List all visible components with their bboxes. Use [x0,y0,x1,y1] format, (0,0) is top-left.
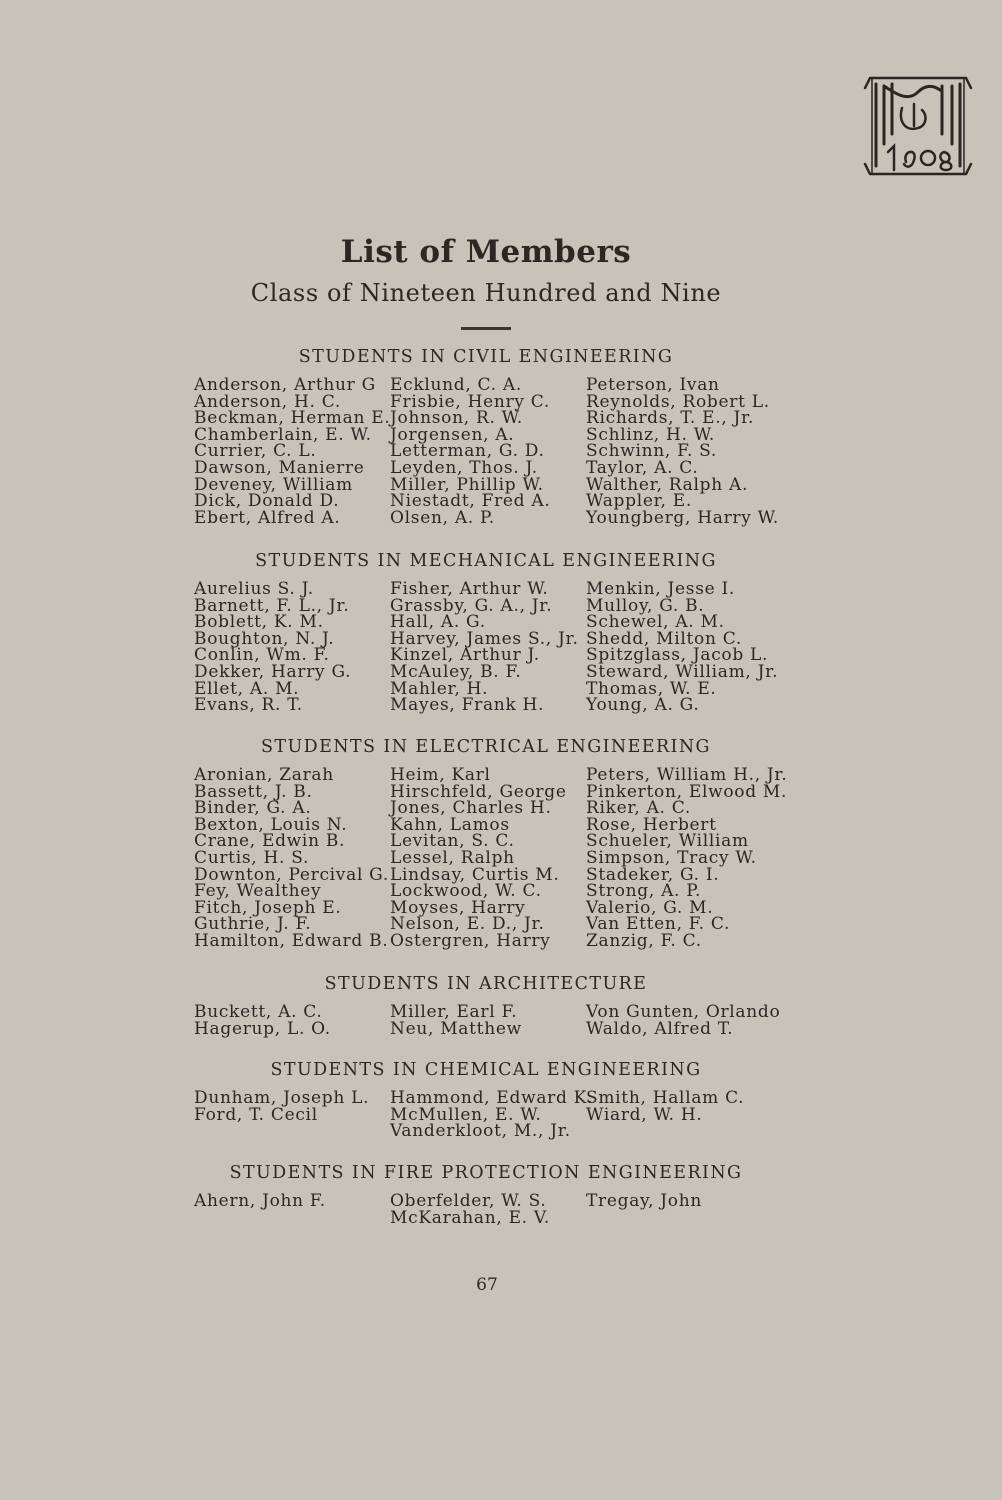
member-column-1 [194,1193,326,1210]
member-name: Currier, C. L. [194,441,317,462]
member-name: Aurelius S. J. [194,579,314,599]
member-name: Johnson, R. W. [390,408,523,429]
member-name: Mayes, Frank H. [390,695,545,716]
member-name: Beckman, Herman E. [194,408,391,429]
member-name: Tregay, John [586,1191,703,1211]
member-name: Anderson, Arthur G [194,375,376,395]
member-name: Harvey, James S., Jr. [390,628,579,649]
member-name: Ford, T. Cecil [194,1104,318,1125]
member-name: Menkin, Jesse I. [586,579,736,599]
member-column-3 [586,581,778,714]
member-name: Wiard, W. H. [586,1104,703,1125]
member-name: Frisbie, Henry C. [390,391,550,412]
page-number: 67 [476,1275,498,1295]
member-name: Hall, A. G. [390,612,486,633]
member-name: Lessel, Ralph [390,847,515,868]
member-name: Mahler, H. [390,678,489,699]
member-name: Schueler, William [586,831,749,852]
member-name: Guthrie, J. F. [194,914,312,935]
member-name: Dunham, Joseph L. [194,1088,370,1108]
member-name: Fey, Wealthey [194,881,322,902]
member-name: Simpson, Tracy W. [586,847,757,868]
member-name: Curtis, H. S. [194,847,310,868]
title-divider [461,327,511,330]
member-name: Jones, Charles H. [390,798,552,819]
member-column-3 [586,377,779,526]
member-name: Miller, Earl F. [390,1002,518,1022]
member-name: Waldo, Alfred T. [586,1018,734,1039]
member-name: Crane, Edwin B. [194,831,346,852]
member-name: Ellet, A. M. [194,678,300,699]
member-column-1 [194,1090,369,1123]
member-name: Steward, William, Jr. [586,661,779,682]
member-name: Riker, A. C. [586,798,691,819]
member-name: Neu, Matthew [390,1018,522,1039]
member-column-2 [390,377,550,526]
member-name: Strong, A. P. [586,881,702,902]
member-name: Richards, T. E., Jr. [586,408,755,429]
member-column-3 [586,1193,702,1210]
member-name: Hammond, Edward K. [390,1088,594,1108]
yearbook-emblem-logo [862,74,974,178]
member-name: Chamberlain, E. W. [194,424,372,445]
member-name: Aronian, Zarah [194,765,334,785]
member-name: Von Gunten, Orlando [586,1002,781,1022]
member-name: Spitzglass, Jacob L. [586,645,769,666]
member-column-2 [390,1193,550,1226]
member-name: Fitch, Joseph E. [194,897,342,918]
member-name: Van Etten, F. C. [586,914,731,935]
member-name: Youngberg, Harry W. [586,507,779,528]
member-name: Downton, Percival G. [194,864,389,885]
member-name: Boblett, K. M. [194,612,324,633]
member-name: Hamilton, Edward B. [194,930,389,951]
member-name: Schlinz, H. W. [586,424,716,445]
section-heading: STUDENTS IN ARCHITECTURE [324,974,648,994]
member-name: Dawson, Manierre [194,457,365,478]
member-name: McAuley, B. F. [390,661,522,682]
member-column-3 [586,767,787,950]
member-name: Valerio, G. M. [586,897,714,918]
member-name: Bassett, J. B. [194,781,313,802]
member-name: Levitan, S. C. [390,831,515,852]
member-name: Hagerup, L. O. [194,1018,331,1039]
member-name: Lockwood, W. C. [390,881,542,902]
member-name: Zanzig, F. C. [586,930,702,951]
member-column-1 [194,767,389,950]
member-name: Binder, G. A. [194,798,312,819]
member-column-1 [194,581,351,714]
member-name: Nelson, E. D., Jr. [390,914,545,935]
member-name: Buckett, A. C. [194,1002,323,1022]
member-name: Niestadt, Fred A. [390,491,551,512]
member-name: Miller, Phillip W. [390,474,544,495]
member-column-2 [390,581,579,714]
page-subtitle: Class of Nineteen Hundred and Nine [250,279,722,307]
member-name: Pinkerton, Elwood M. [586,781,788,802]
member-name: Ahern, John F. [194,1191,326,1211]
member-name: Barnett, F. L., Jr. [194,595,350,616]
member-name: Dekker, Harry G. [194,661,352,682]
member-name: Deveney, William [194,474,353,495]
member-column-1 [194,377,390,526]
page-title: List of Members [340,234,632,270]
member-name: Smith, Hallam C. [586,1088,745,1108]
member-name: McKarahan, E. V. [390,1207,550,1228]
section-heading: STUDENTS IN CHEMICAL ENGINEERING [270,1060,702,1080]
member-name: Kinzel, Arthur J. [390,645,540,666]
member-name: Schwinn, F. S. [586,441,718,462]
member-name: Hirschfeld, George [390,781,567,802]
member-name: Olsen, A. P. [390,507,495,528]
member-name: Boughton, N. J. [194,628,335,649]
member-name: Moyses, Harry [390,897,526,918]
member-name: Ostergren, Harry [390,930,551,951]
member-name: Grassby, G. A., Jr. [390,595,553,616]
member-column-3 [586,1090,744,1123]
member-name: Vanderkloot, M., Jr. [390,1121,571,1142]
member-name: Leyden, Thos. J. [390,457,538,478]
member-name: Stadeker, G. I. [586,864,720,885]
section-heading: STUDENTS IN CIVIL ENGINEERING [298,347,674,367]
member-name: Reynolds, Robert L. [586,391,770,412]
member-name: McMullen, E. W. [390,1104,542,1125]
member-name: Taylor, A. C. [586,457,699,478]
member-name: Fisher, Arthur W. [390,579,549,599]
member-column-3 [586,1004,780,1037]
member-name: Walther, Ralph A. [586,474,749,495]
section-heading: STUDENTS IN ELECTRICAL ENGINEERING [261,737,711,757]
section-heading: STUDENTS IN FIRE PROTECTION ENGINEERING [229,1163,743,1183]
member-name: Anderson, H. C. [194,391,341,412]
member-name: Ecklund, C. A. [390,375,522,395]
member-name: Rose, Herbert [586,814,717,835]
member-name: Heim, Karl [390,765,491,785]
member-name: Peters, William H., Jr. [586,765,788,785]
member-name: Lindsay, Curtis M. [390,864,560,885]
member-name: Peterson, Ivan [586,375,720,395]
member-name: Letterman, G. D. [390,441,545,462]
member-name: Schewel, A. M. [586,612,725,633]
member-column-2 [390,1090,593,1140]
member-name: Jorgensen, A. [390,424,515,445]
section-heading: STUDENTS IN MECHANICAL ENGINEERING [255,551,717,571]
member-name: Kahn, Lamos [390,814,510,835]
member-column-1 [194,1004,331,1037]
member-column-2 [390,767,567,950]
member-name: Thomas, W. E. [586,678,717,699]
member-name: Shedd, Milton C. [586,628,742,649]
member-name: Oberfelder, W. S. [390,1191,547,1211]
member-name: Bexton, Louis N. [194,814,348,835]
member-name: Ebert, Alfred A. [194,507,341,528]
member-name: Dick, Donald D. [194,491,340,512]
member-name: Wappler, E. [586,491,692,512]
member-name: Conlin, Wm. F. [194,645,330,666]
member-name: Evans, R. T. [194,695,303,716]
member-name: Mulloy, G. B. [586,595,705,616]
member-name: Young, A. G. [586,695,700,716]
member-column-2 [390,1004,522,1037]
